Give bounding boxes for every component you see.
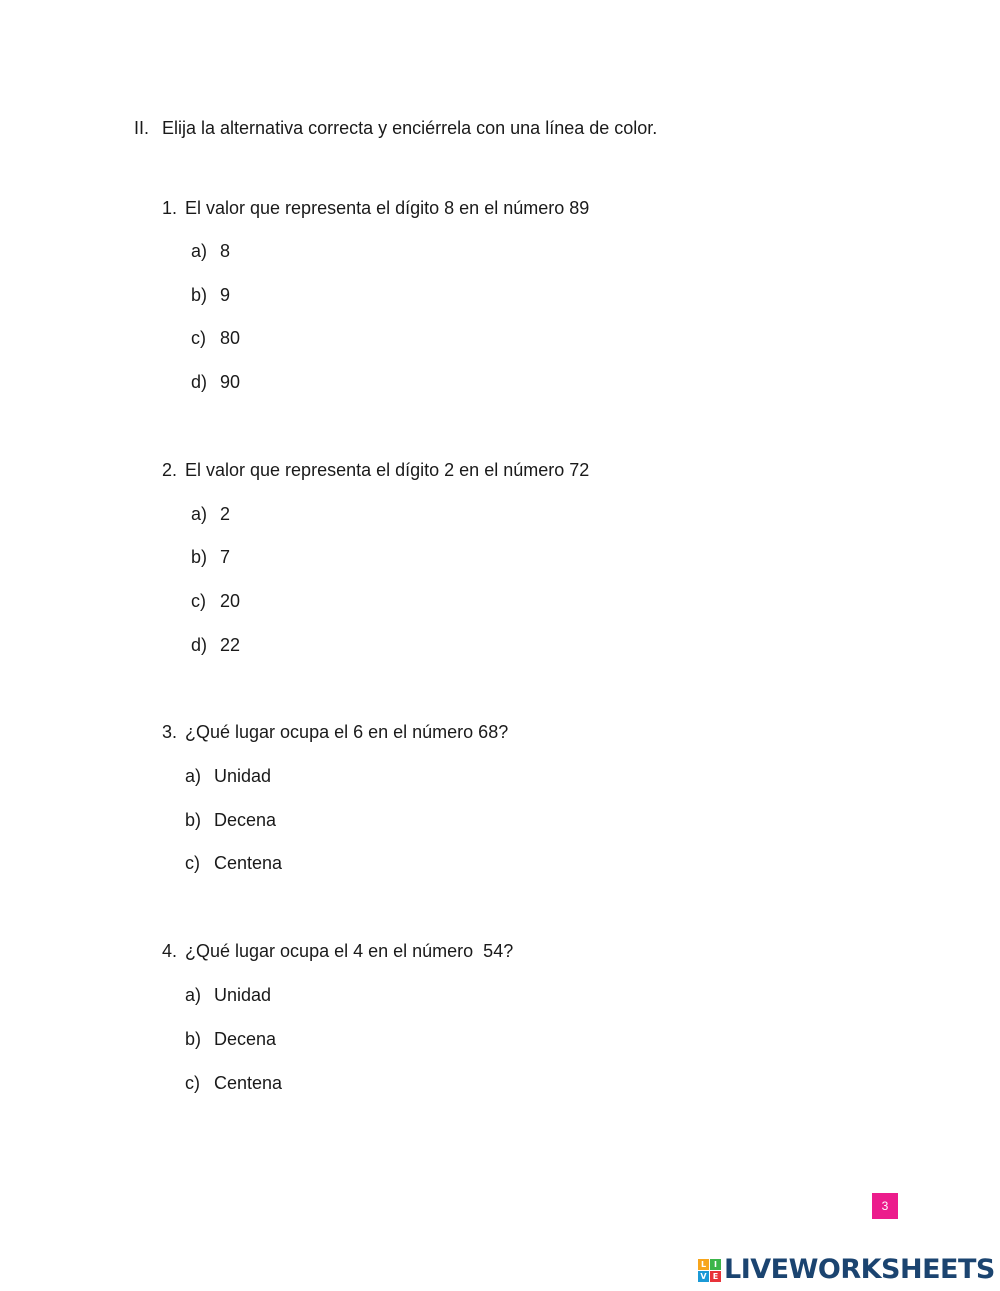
q2-option-a-letter: a) xyxy=(191,504,208,524)
question-4-text: ¿Qué lugar ocupa el 4 en el número 54? xyxy=(185,941,514,961)
q2-option-c-letter: c) xyxy=(191,591,206,611)
page-number-badge: 3 xyxy=(872,1193,898,1219)
q3-option-b-letter: b) xyxy=(185,810,202,830)
question-3-text: ¿Qué lugar ocupa el 6 en el número 68? xyxy=(185,722,509,742)
q1-option-a-letter: a) xyxy=(191,241,208,261)
question-2-number: 2. xyxy=(162,460,178,480)
live-blocks-icon xyxy=(698,1259,721,1282)
q1-option-c-value[interactable]: 80 xyxy=(220,328,241,348)
q3-option-a-letter: a) xyxy=(185,766,202,786)
q4-option-c-letter: c) xyxy=(185,1073,200,1093)
q1-option-d-letter: d) xyxy=(191,372,208,392)
q1-option-c-letter: c) xyxy=(191,328,206,348)
q4-option-b-value[interactable]: Decena xyxy=(214,1029,277,1049)
q1-option-a-value[interactable]: 8 xyxy=(220,241,231,261)
q1-option-d-value[interactable]: 90 xyxy=(220,372,241,392)
q2-option-b-letter: b) xyxy=(191,547,208,567)
q1-option-b-letter: b) xyxy=(191,285,208,305)
q2-option-d-value[interactable]: 22 xyxy=(220,635,241,655)
logo-block-i: I xyxy=(710,1259,721,1270)
question-1-number: 1. xyxy=(162,198,178,218)
brand-text: LIVEWORKSHEETS xyxy=(724,1254,995,1285)
q3-option-c-letter: c) xyxy=(185,853,200,873)
q2-option-d-letter: d) xyxy=(191,635,208,655)
q4-option-a-value[interactable]: Unidad xyxy=(214,985,272,1005)
q1-option-b-value[interactable]: 9 xyxy=(220,285,231,305)
question-4-number: 4. xyxy=(162,941,178,961)
q4-option-c-value[interactable]: Centena xyxy=(214,1073,283,1093)
logo-block-e: E xyxy=(710,1271,721,1282)
question-2-text: El valor que representa el dígito 2 en el número 72 xyxy=(185,460,590,480)
section-instruction: Elija la alternativa correcta y enciérrela con una línea de color. xyxy=(162,118,658,138)
q2-option-c-value[interactable]: 20 xyxy=(220,591,241,611)
question-1-text: El valor que representa el dígito 8 en el número 89 xyxy=(185,198,590,218)
q3-option-c-value[interactable]: Centena xyxy=(214,853,283,873)
section-number: II. xyxy=(134,118,150,138)
q4-option-a-letter: a) xyxy=(185,985,202,1005)
q3-option-a-value[interactable]: Unidad xyxy=(214,766,272,786)
question-3-number: 3. xyxy=(162,722,178,742)
q2-option-a-value[interactable]: 2 xyxy=(220,504,231,524)
logo-block-l: L xyxy=(698,1259,709,1270)
q4-option-b-letter: b) xyxy=(185,1029,202,1049)
logo-block-v: V xyxy=(698,1271,709,1282)
q3-option-b-value[interactable]: Decena xyxy=(214,810,277,830)
q2-option-b-value[interactable]: 7 xyxy=(220,547,231,567)
liveworksheets-logo[interactable] xyxy=(698,1254,995,1286)
